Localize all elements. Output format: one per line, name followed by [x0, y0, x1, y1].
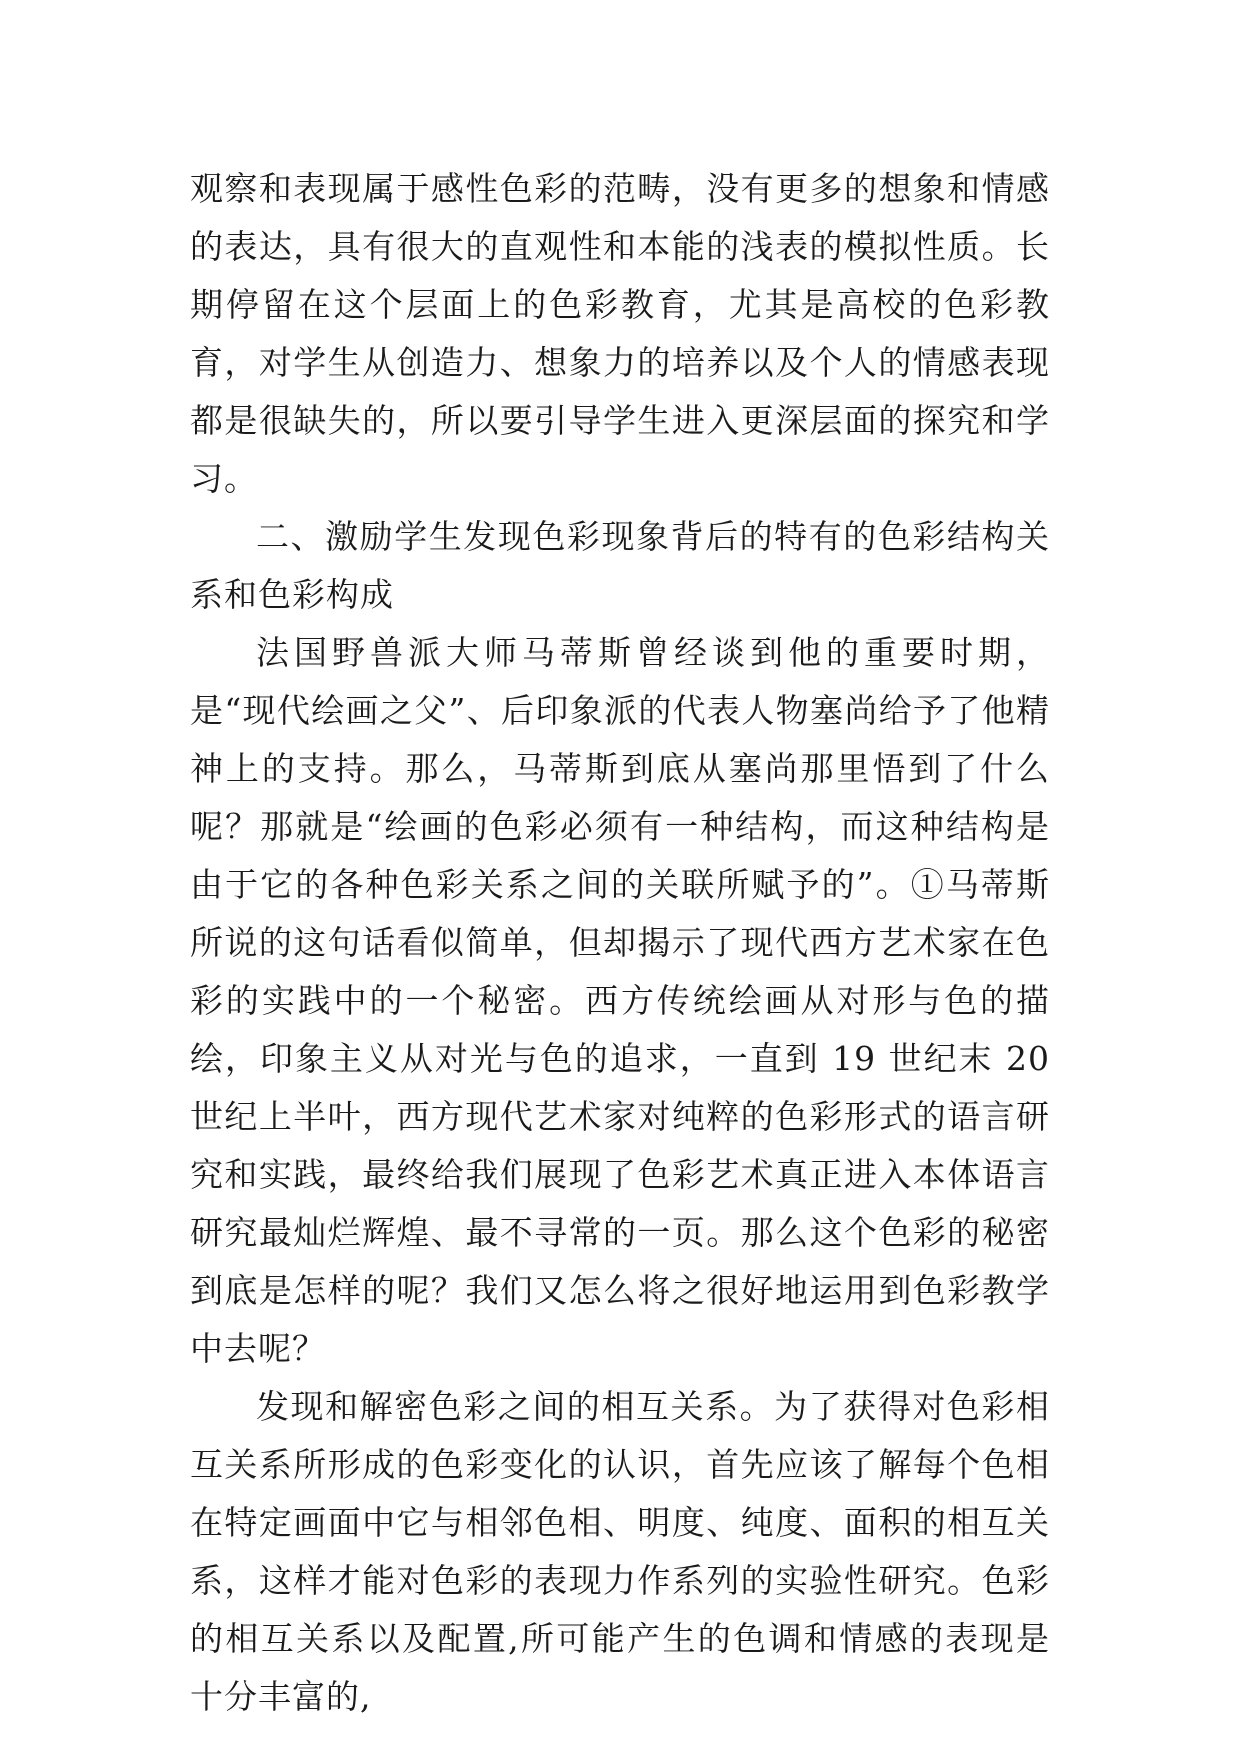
paragraph-matisse: 法国野兽派大师马蒂斯曾经谈到他的重要时期，是“现代绘画之父”、后印象派的代表人物塞尚给予了他精神上的支持。那么，马蒂斯到底从塞尚那里悟到了什么呢？那就是“绘画的色彩必须有一种结构，而这种结构是由于它的各种色彩关系之间的关联所赋予的”。①马蒂斯所说的这句话看似简单，但却揭示了现代西方艺术家在色彩的实践中的一个秘密。西方传统绘画从对形与色的描绘，印象主义从对光与色的追求，一直到 19 世纪末 20 世纪上半叶，西方现代艺术家对纯粹的色彩形式的语言研究和实践，最终给我们展现了色彩艺术真正进入本体语言研究最灿烂辉煌、最不寻常的一页。那么这个色彩的秘密到底是怎样的呢？我们又怎么将之很好地运用到色彩教学中去呢？: [190, 633, 1050, 1368]
paragraph-color-relations: 发现和解密色彩之间的相互关系。为了获得对色彩相互关系所形成的色彩变化的认识，首先应该了解每个色相在特定画面中它与相邻色相、明度、纯度、面积的相互关系，这样才能对色彩的表现力作系列的实验性研究。色彩的相互关系以及配置,所可能产生的色调和情感的表现是十分丰富的,: [190, 1387, 1050, 1716]
paragraph-intro: 观察和表现属于感性色彩的范畴，没有更多的想象和情感的表达，具有很大的直观性和本能的浅表的模拟性质。长期停留在这个层面上的色彩教育，尤其是高校的色彩教育，对学生从创造力、想象力的培养以及个人的情感表现都是很缺失的，所以要引导学生进入更深层面的探究和学习。: [190, 169, 1050, 498]
body-text: [190, 160, 1050, 1726]
section-heading: 二、激励学生发现色彩现象背后的特有的色彩结构关系和色彩构成: [190, 517, 1050, 614]
